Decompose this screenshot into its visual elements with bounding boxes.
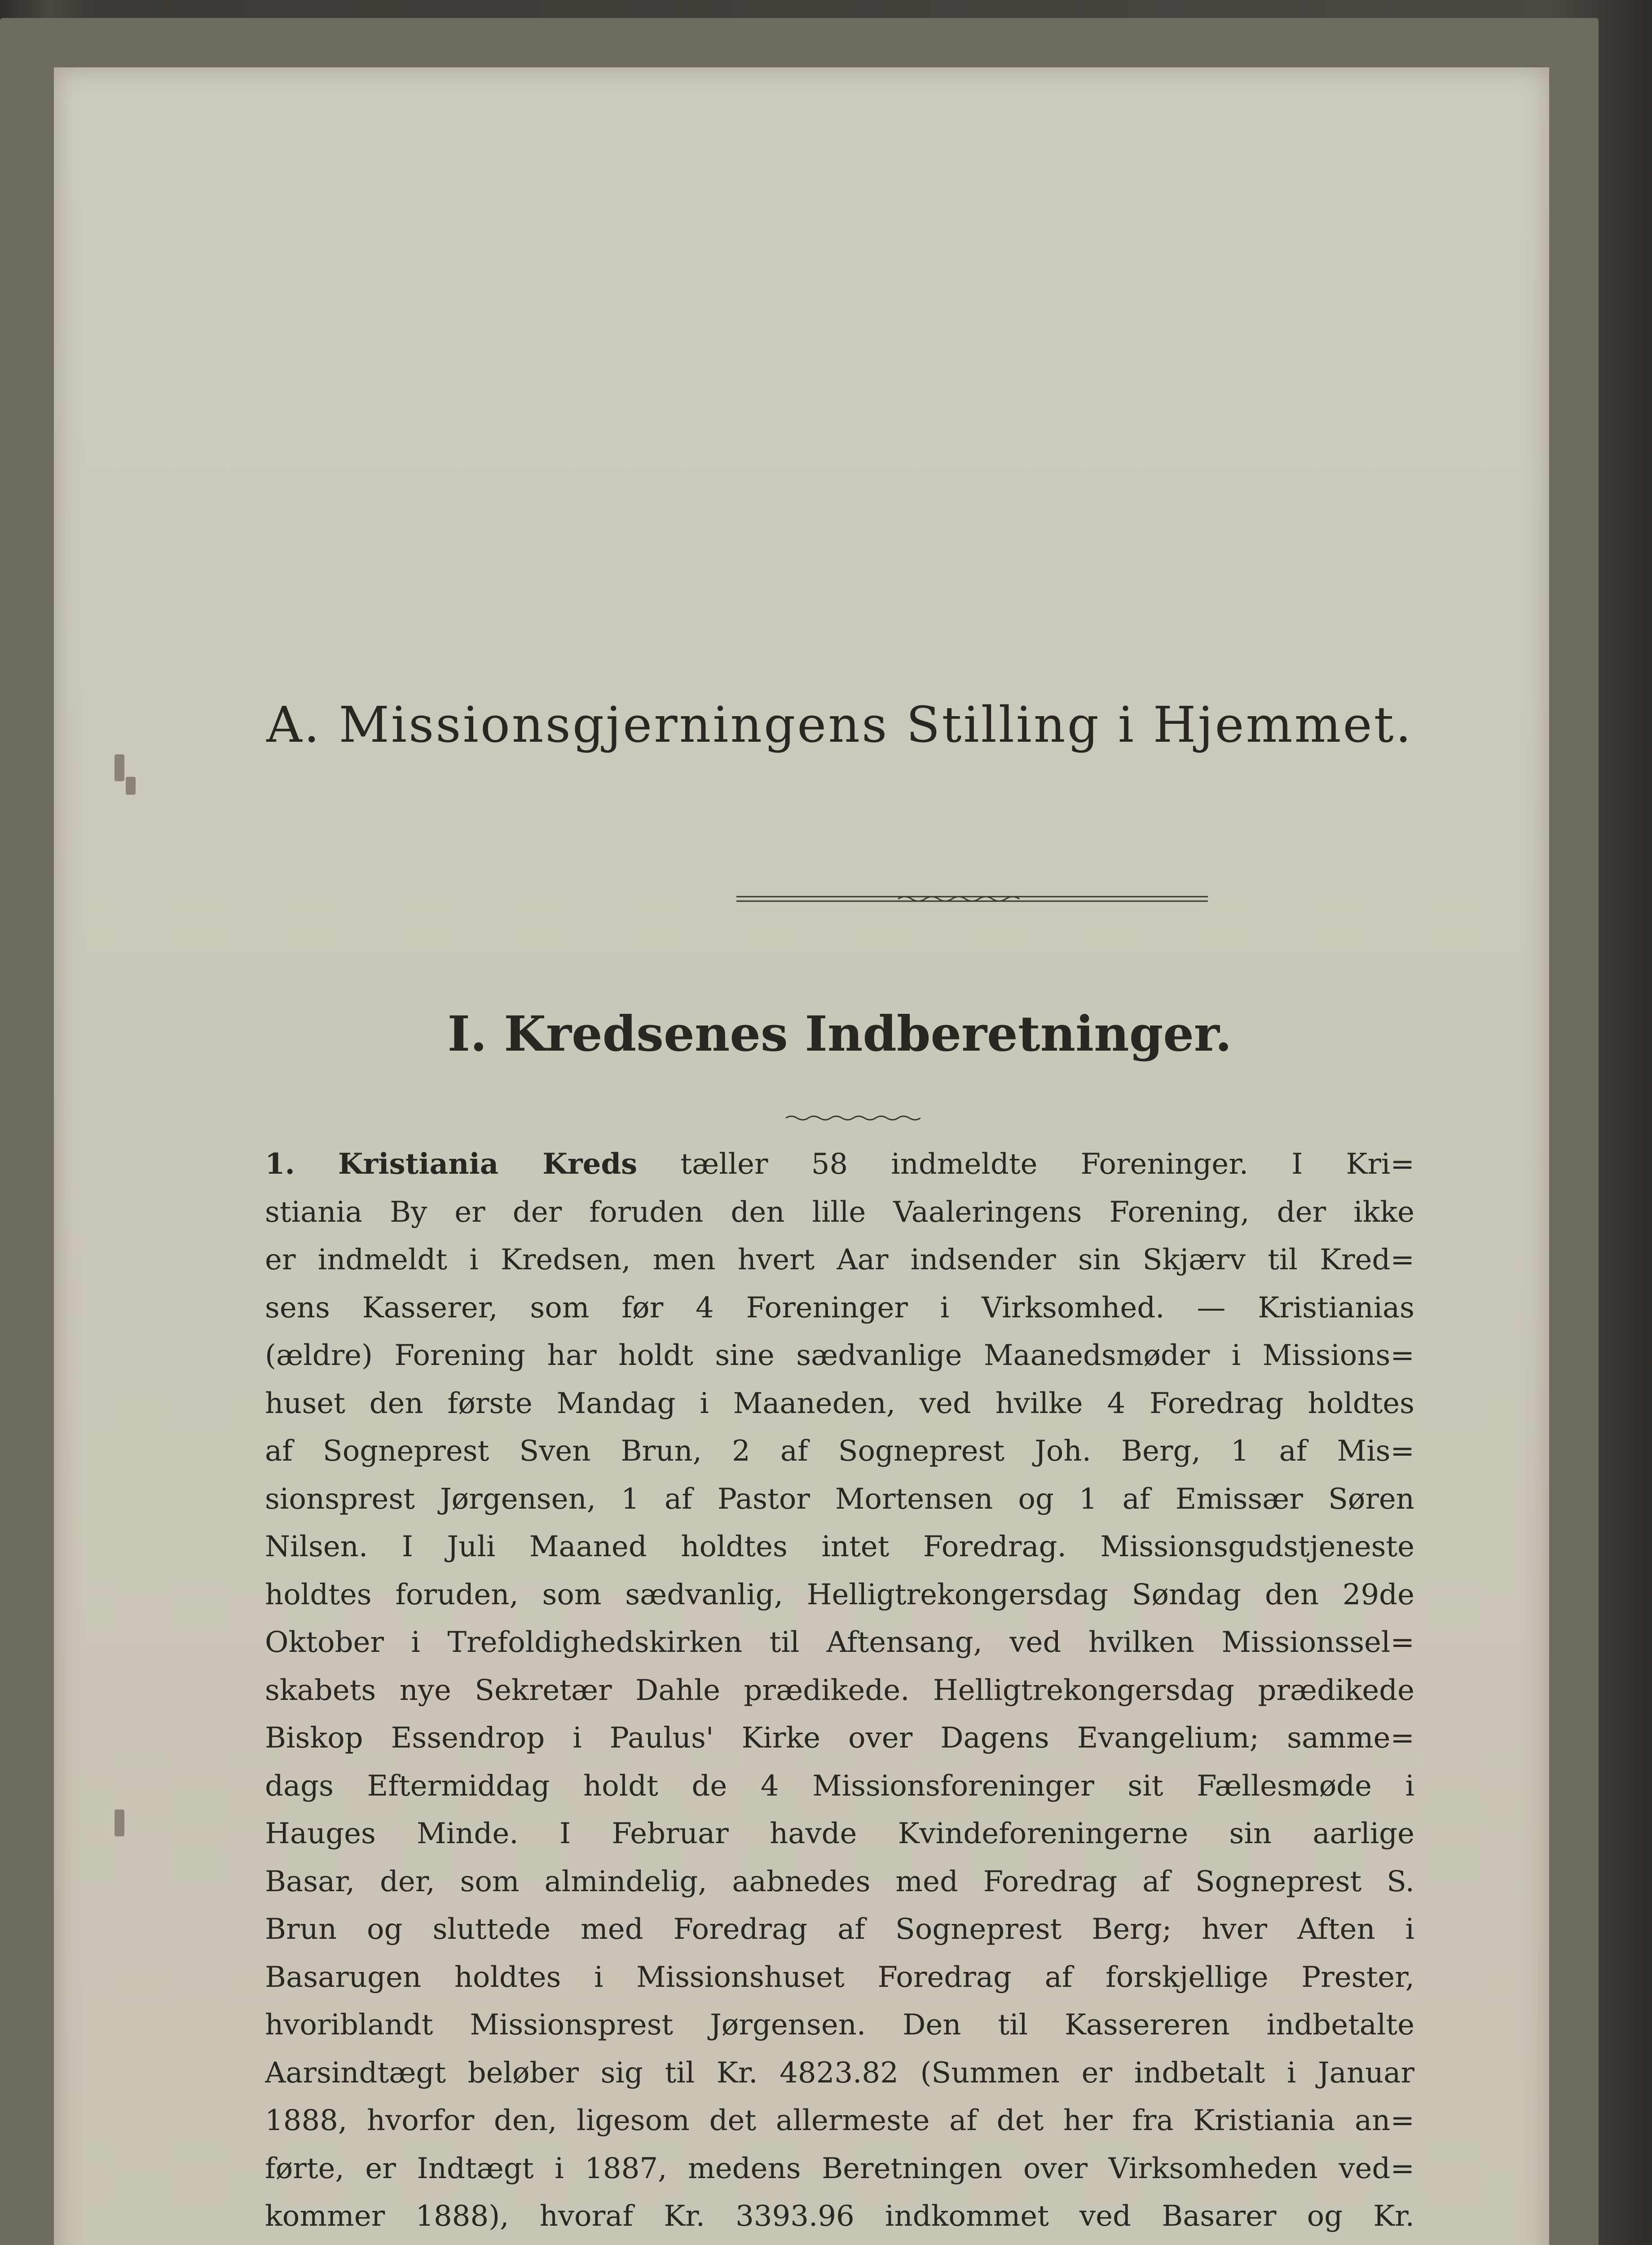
text-line: af Sogneprest Sven Brun, 2 af Sogneprest Joh. Berg, 1 af Mis= bbox=[265, 1435, 1414, 1468]
small-ornament bbox=[786, 1114, 921, 1122]
text-line: huset den første Mandag i Maaneden, ved hvilke 4 Foredrag holdtes bbox=[265, 1387, 1414, 1420]
text-line: holdtes foruden, som sædvanlig, Helligtrekongersdag Søndag den 29de bbox=[265, 1578, 1414, 1611]
binding-stitch bbox=[115, 1809, 124, 1836]
text-line: (ældre) Forening har holdt sine sædvanlige Maanedsmøder i Missions= bbox=[265, 1339, 1414, 1372]
text-line: dags Eftermiddag holdt de 4 Missionsforeninger sit Fællesmøde i bbox=[265, 1769, 1414, 1803]
text-line bbox=[265, 2241, 1414, 2245]
paragraph-number: 1. bbox=[265, 1147, 295, 1181]
section-title: A. Missionsgjerningens Stilling i Hjemmet. bbox=[266, 696, 1413, 753]
text-line: Aarsindtægt beløber sig til Kr. 4823.82 (Summen er indbetalt i Januar bbox=[265, 2056, 1414, 2090]
body-text bbox=[265, 1140, 1414, 2245]
text-line: sens Kasserer, som før 4 Foreninger i Virksomhed. — Kristianias bbox=[265, 1291, 1414, 1325]
text-line: er indmeldt i Kredsen, men hvert Aar indsender sin Skjærv til Kred= bbox=[265, 1243, 1414, 1277]
text-line: skabets nye Sekretær Dahle prædikede. Helligtrekongersdag prædikede bbox=[265, 1673, 1414, 1707]
text-line: kommer 1888), hvoraf Kr. 3393.96 indkommet ved Basarer og Kr. bbox=[265, 2200, 1414, 2233]
binding-stitch bbox=[115, 754, 124, 781]
text-line: hvoriblandt Missionsprest Jørgensen. Den til Kassereren indbetalte bbox=[265, 2008, 1414, 2042]
text-line: 1888, hvorfor den, ligesom det allermeste af det her fra Kristiania an= bbox=[265, 2104, 1414, 2137]
text-line: Oktober i Trefoldighedskirken til Aftensang, ved hvilken Missionssel= bbox=[265, 1626, 1414, 1659]
text-line: Basarugen holdtes i Missionshuset Foredrag af forskjellige Prester, bbox=[265, 1960, 1414, 1994]
ornament-rule bbox=[736, 894, 1208, 904]
district-name: Kristiania Kreds bbox=[338, 1147, 638, 1181]
text-line: Hauges Minde. I Februar havde Kvindeforeningerne sin aarlige bbox=[265, 1817, 1414, 1850]
text-line: Biskop Essendrop i Paulus' Kirke over Dagens Evangelium; samme= bbox=[265, 1721, 1414, 1755]
text-line: Brun og sluttede med Foredrag af Sogneprest Berg; hver Aften i bbox=[265, 1913, 1414, 1946]
text-line: førte, er Indtægt i 1887, medens Beretningen over Virksomheden ved= bbox=[265, 2152, 1414, 2185]
text-line: Nilsen. I Juli Maaned holdtes intet Foredrag. Missionsgudstjeneste bbox=[265, 1530, 1414, 1563]
text-line: sionsprest Jørgensen, 1 af Pastor Mortensen og 1 af Emissær Søren bbox=[265, 1482, 1414, 1516]
book-page bbox=[54, 67, 1549, 2245]
text-line: stiania By er der foruden den lille Vaaleringens Forening, der ikke bbox=[265, 1195, 1414, 1229]
text-line: 1. Kristiania Kreds tæller 58 indmeldte Foreninger. I Kri= bbox=[265, 1147, 1414, 1181]
binding-stitch bbox=[126, 777, 136, 795]
text-line: Basar, der, som almindelig, aabnedes med Foredrag af Sogneprest S. bbox=[265, 1865, 1414, 1898]
subsection-title: I. Kredsenes Indberetninger. bbox=[447, 1006, 1232, 1062]
